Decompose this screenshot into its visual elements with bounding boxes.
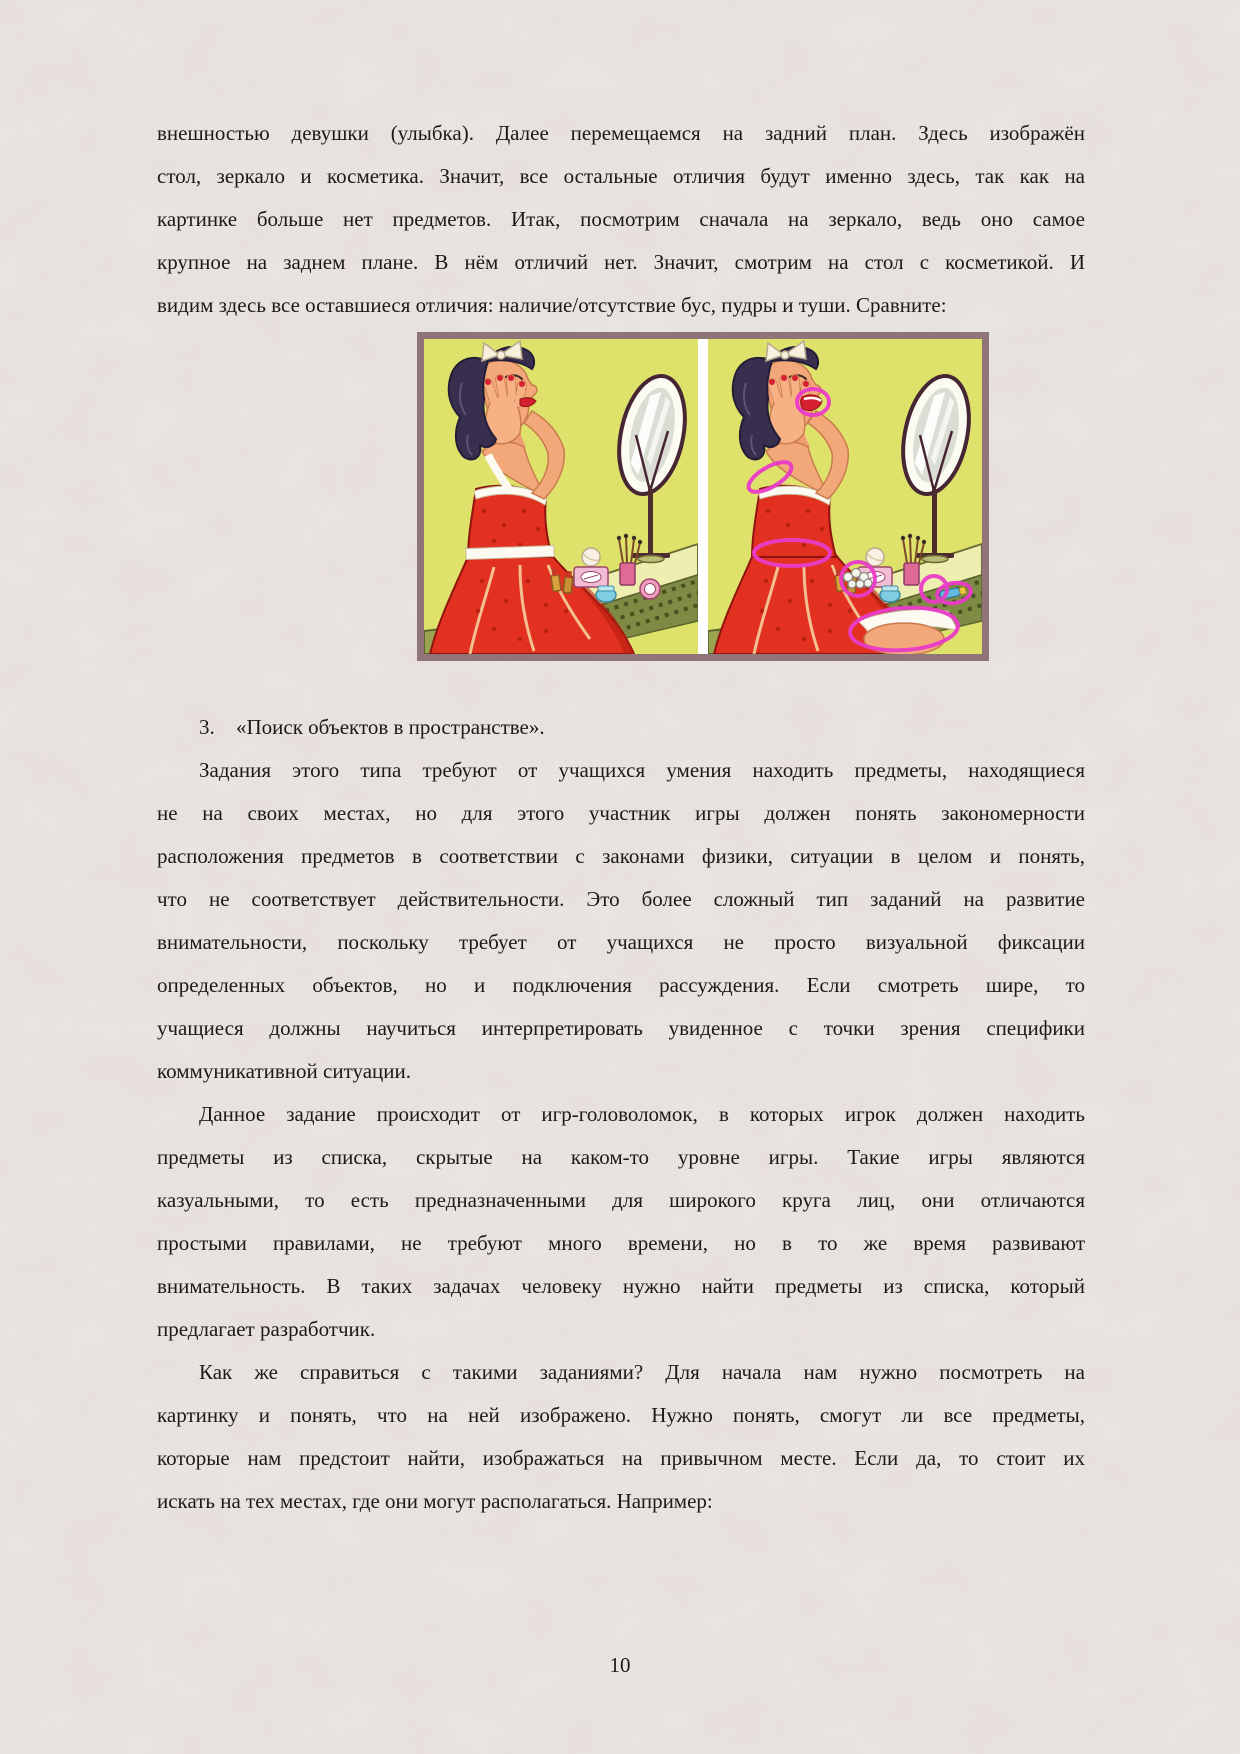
text-line: Задания этого типа требуют от учащихся умения находить предметы, находящиеся: [199, 758, 1085, 782]
text-line: внимательности, поскольку требует от учащихся не просто визуальной фиксации: [157, 930, 1085, 954]
figure-panel-right: [708, 339, 982, 654]
text-line: что не соответствует действительности. Это более сложный тип заданий на развитие: [157, 887, 1085, 911]
text-line: искать на тех местах, где они могут располагаться. Например:: [157, 1489, 713, 1513]
paragraph-4: [157, 1351, 1085, 1523]
text-line: предметы из списка, скрытые на каком-то уровне игры. Такие игры являются: [157, 1145, 1085, 1169]
paragraph-1: [157, 112, 1085, 327]
text-line: которые нам предстоит найти, изображаться на привычном месте. Если да, то стоит их: [157, 1446, 1085, 1470]
page-number: 10: [609, 1653, 631, 1677]
text-line: расположения предметов в соответствии с законами физики, ситуации в целом и понять,: [157, 844, 1085, 868]
text-line: Как же справиться с такими заданиями? Для начала нам нужно посмотреть на: [199, 1360, 1085, 1384]
text-line: стол, зеркало и косметика. Значит, все остальные отличия будут именно здесь, так как на: [157, 164, 1085, 188]
text-line: внешностью девушки (улыбка). Далее перемещаемся на задний план. Здесь изображён: [157, 121, 1085, 145]
section-3: [157, 706, 1085, 1523]
section-number: 3.: [199, 715, 215, 739]
paragraph-2: [157, 749, 1085, 1093]
text-line: не на своих местах, но для этого участник игры должен понять закономерности: [157, 801, 1085, 825]
text-line: определенных объектов, но и подключения рассуждения. Если смотреть шире, то: [157, 973, 1085, 997]
text-line: коммуникативной ситуации.: [157, 1059, 411, 1083]
text-line: простыми правилами, не требуют много времени, но в то же время развивают: [157, 1231, 1085, 1255]
text-line: учащиеся должны научиться интерпретировать увиденное с точки зрения специфики: [157, 1016, 1085, 1040]
text-line: картинку и понять, что на ней изображено. Нужно понять, смогут ли все предметы,: [157, 1403, 1085, 1427]
section-title: «Поиск объектов в пространстве».: [236, 715, 545, 739]
paragraph-3: [157, 1093, 1085, 1351]
section-heading: [157, 706, 1085, 749]
text-line: предлагает разработчик.: [157, 1317, 376, 1341]
text-line: видим здесь все оставшиеся отличия: наличие/отсутствие бус, пудры и туши. Сравните:: [157, 293, 947, 317]
panel-divider: [698, 339, 708, 654]
figure-panel-left: [424, 339, 698, 654]
text-line: казуальными, то есть предназначенными для широкого круга лиц, они отличаются: [157, 1188, 1085, 1212]
text-line: внимательность. В таких задачах человеку нужно найти предметы из списка, который: [157, 1274, 1085, 1298]
text-line: Данное задание происходит от игр-головоломок, в которых игрок должен находить: [199, 1102, 1085, 1126]
text-line: крупное на заднем плане. В нём отличий нет. Значит, смотрим на стол с косметикой. И: [157, 250, 1085, 274]
comparison-figure: [417, 332, 989, 661]
text-line: картинке больше нет предметов. Итак, посмотрим сначала на зеркало, ведь оно самое: [157, 207, 1085, 231]
